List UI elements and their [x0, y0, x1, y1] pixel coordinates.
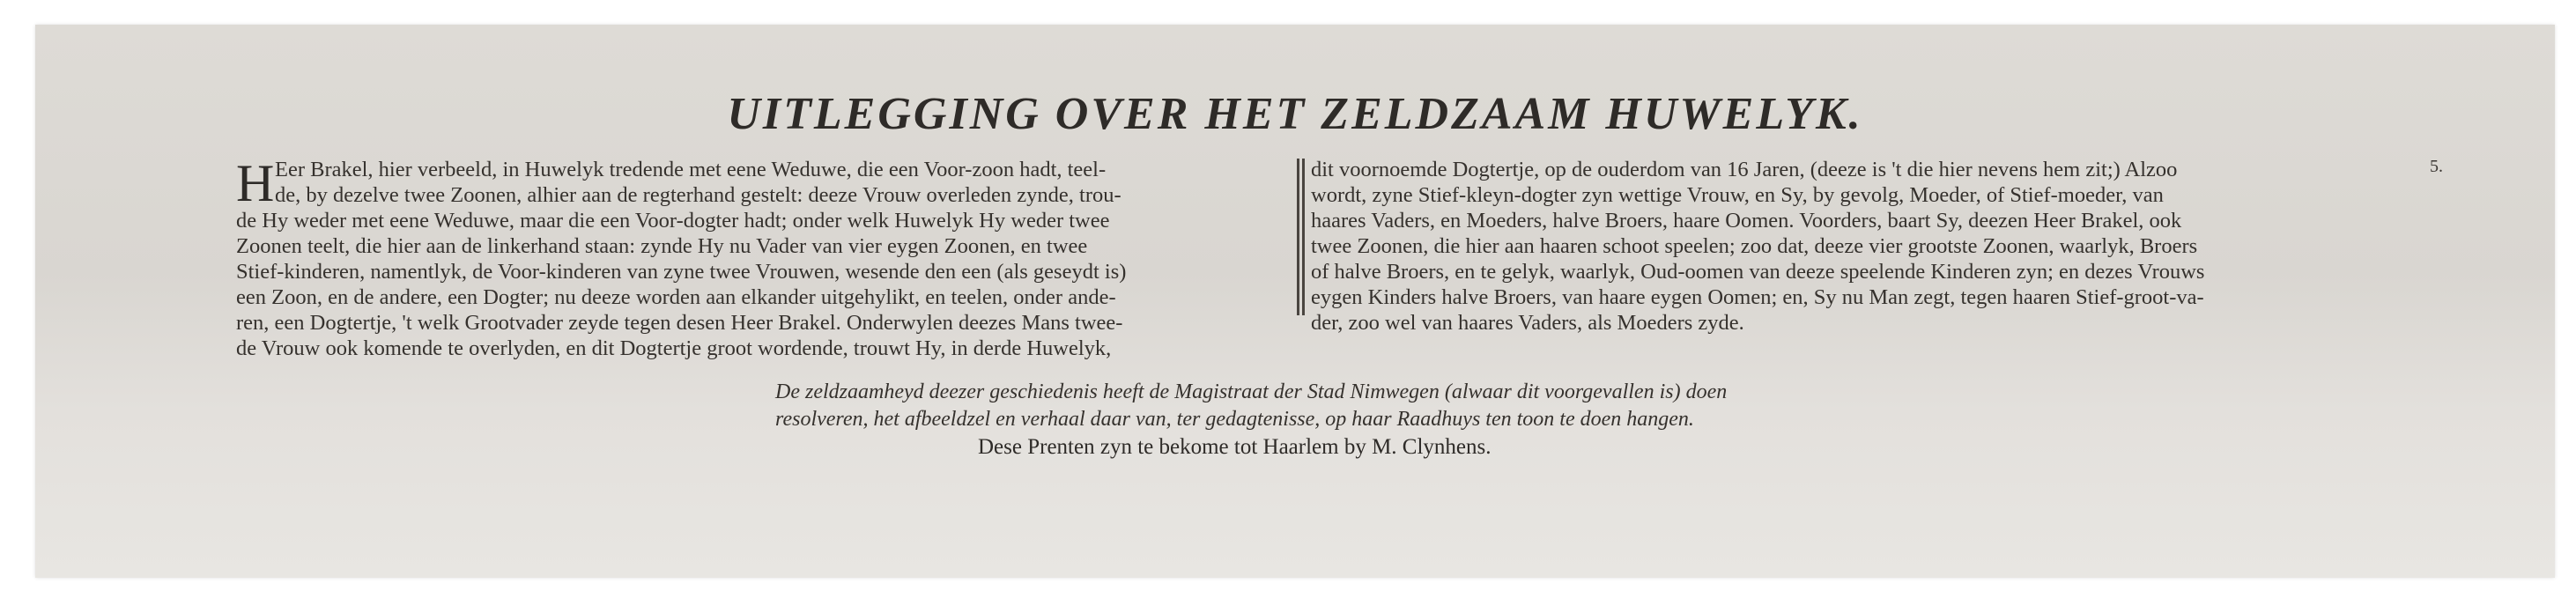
- right-text-column: [1311, 157, 2531, 336]
- note-line: De zeldzaamheyd deezer geschiedenis heeft de Magistraat der Stad Nimwegen (alwaar dit voorgevallen is) doen: [775, 380, 1728, 403]
- column-divider: [1302, 159, 1305, 315]
- text-line: dit voornoemde Dogtertje, op de ouderdom van 16 Jaren, (deeze is 't die hier nevens hem zit;) Alzoo: [1311, 158, 2178, 181]
- text-line: Zoonen teelt, die hier aan de linkerhand staan: zynde Hy nu Vader van vier eygen Zoonen, en twee: [236, 234, 1088, 258]
- resolution-note: [775, 379, 1727, 433]
- text-line: haares Vaders, en Moeders, halve Broers, haare Oomen. Voorders, baart Sy, deezen Heer Brakel, ook: [1311, 209, 2182, 233]
- column-divider: [1297, 159, 1299, 315]
- text-line: de Hy weder met eene Weduwe, maar die een Voor-dogter hadt; onder welk Huwelyk Hy weder twee: [236, 209, 1110, 233]
- page-number: 5.: [2430, 157, 2443, 176]
- text-line: twee Zoonen, die hier aan haaren schoot speelen; zoo dat, deeze vier grootste Zoonen, waarlyk, Broers: [1311, 234, 2198, 258]
- text-line: de, by dezelve twee Zoonen, alhier aan de regterhand gestelt: deeze Vrouw overleden zynde, trou-: [275, 183, 1121, 207]
- text-line: wordt, zyne Stief-kleyn-dogter zyn wettige Vrouw, en Sy, by gevolg, Moeder, of Stief-moeder, van: [1311, 183, 2164, 207]
- publisher-line: Dese Prenten zyn te bekome tot Haarlem by M. Clynhens.: [978, 435, 1492, 459]
- print-sheet: [35, 25, 2555, 578]
- left-text-column: [236, 154, 1315, 361]
- text-line: een Zoon, en de andere, een Dogter; nu deeze worden aan elkander uitgehylikt, en teelen, onder ande-: [236, 285, 1116, 309]
- note-line: resolveren, het afbeeldzel en verhaal daar van, ter gedagtenisse, op haar Raadhuys ten toon te doen hangen.: [775, 408, 1694, 431]
- text-line: of halve Broers, en te gelyk, waarlyk, Oud-oomen van deeze speelende Kinderen zyn; en dezes Vrouws: [1311, 260, 2205, 284]
- drop-capital: H: [236, 154, 275, 212]
- document-title: UITLEGGING OVER HET ZELDZAAM HUWELYK.: [727, 89, 1863, 139]
- text-line: der, zoo wel van haares Vaders, als Moeders zyde.: [1311, 311, 1744, 335]
- text-line: ren, een Dogtertje, 't welk Grootvader zeyde tegen desen Heer Brakel. Onderwylen deezes Mans twee-: [236, 311, 1123, 335]
- text-line: Eer Brakel, hier verbeeld, in Huwelyk tredende met eene Weduwe, die een Voor-zoon hadt, teel-: [275, 158, 1107, 181]
- text-line: Stief-kinderen, namentlyk, de Voor-kinderen van zyne twee Vrouwen, wesende den een (als geseydt is): [236, 260, 1127, 284]
- text-line: eygen Kinders halve Broers, van haare eygen Oomen; en, Sy nu Man zegt, tegen haaren Stief-groot-va-: [1311, 285, 2204, 309]
- text-line: de Vrouw ook komende te overlyden, en dit Dogtertje groot wordende, trouwt Hy, in derde Huwelyk,: [236, 336, 1112, 360]
